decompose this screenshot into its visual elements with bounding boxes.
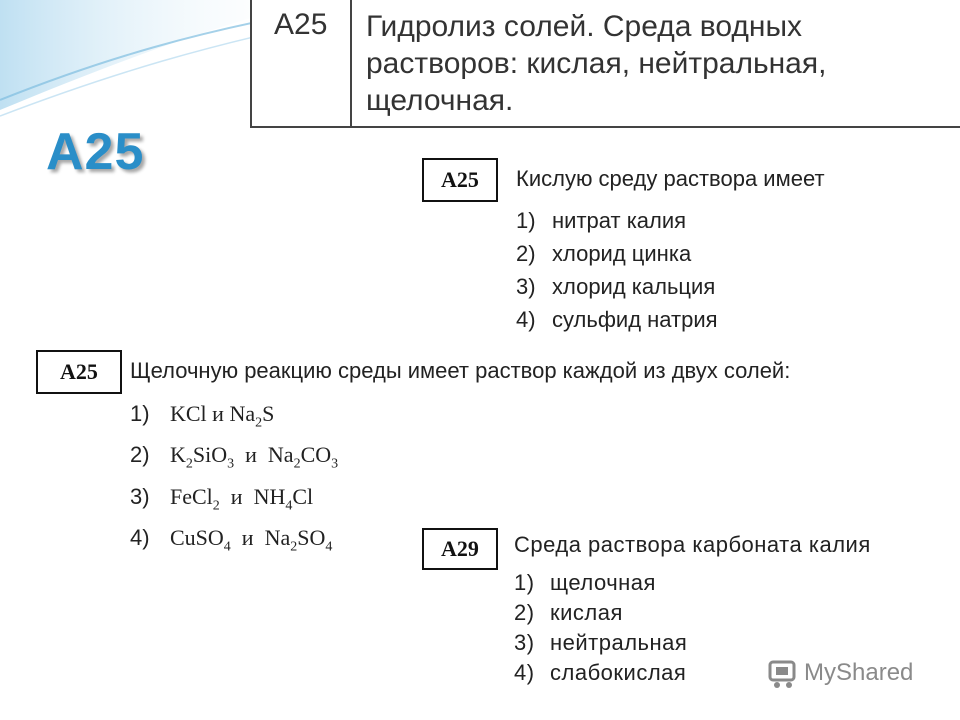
option-number: 2) — [516, 241, 536, 266]
topic-title: Гидролиз солей. Среда водных растворов: кислая, нейтральная, щелочная. — [366, 10, 827, 117]
topic-header-table — [250, 0, 960, 128]
question-text: Среда раствора карбоната калия — [514, 532, 871, 557]
option-text: сульфид натрия — [552, 307, 718, 332]
option-text: слабокислая — [550, 660, 687, 685]
cart-logo-icon — [766, 656, 800, 690]
question-text: Кислую среду раствора имеет — [516, 166, 825, 191]
options-list — [514, 568, 687, 688]
option-number: 3) — [516, 274, 536, 299]
myshared-watermark — [766, 656, 913, 690]
option-number: 1) — [130, 401, 150, 426]
option-text: нитрат калия — [552, 208, 687, 233]
watermark-text: MyShared — [804, 659, 914, 686]
option-text: нейтральная — [550, 630, 688, 655]
options-list — [130, 398, 338, 564]
option-number: 3) — [130, 483, 150, 509]
question-code: А25 — [36, 350, 122, 394]
formula: KCl и $Na_2S$ — [170, 401, 275, 431]
formula: FeCl$_2$ и $NH_4Cl$ — [170, 483, 314, 514]
question-code: А25 — [422, 158, 498, 202]
option-number: 4) — [516, 307, 536, 332]
formula: $K_2SiO_3$ и $Na_2CO_3$ — [170, 442, 339, 472]
option-item[interactable] — [130, 481, 338, 522]
option-item[interactable] — [514, 658, 687, 688]
option-number: 2) — [514, 600, 535, 625]
option-text: хлорид цинка — [552, 241, 692, 266]
option-text: кислая — [550, 600, 623, 625]
question-text: Щелочную реакцию среды имеет раствор каждой из двух солей: — [130, 358, 791, 383]
formula: CuSO$_4$ и $Na_2SO_4$ — [170, 525, 333, 555]
option-item[interactable] — [130, 398, 338, 439]
option-item[interactable] — [514, 598, 687, 628]
option-item[interactable] — [516, 237, 718, 270]
question-card-1 — [416, 150, 884, 334]
option-text: хлорид кальция — [552, 274, 716, 299]
option-item[interactable] — [130, 522, 338, 563]
options-list — [516, 204, 718, 336]
option-number: 1) — [514, 570, 535, 595]
option-number: 2) — [130, 442, 150, 468]
option-item[interactable] — [514, 628, 687, 658]
option-number: 1) — [516, 208, 536, 233]
option-number: 4) — [130, 525, 150, 551]
option-text: щелочная — [550, 570, 656, 595]
option-item[interactable] — [516, 303, 718, 336]
option-item[interactable] — [130, 439, 338, 480]
question-code: А29 — [422, 528, 498, 570]
option-number: 4) — [514, 660, 535, 685]
option-number: 3) — [514, 630, 535, 655]
option-item[interactable] — [514, 568, 687, 598]
topic-code: А25 — [252, 0, 352, 126]
slide-title: А25 — [46, 123, 145, 181]
option-item[interactable] — [516, 204, 718, 237]
option-item[interactable] — [516, 270, 718, 303]
